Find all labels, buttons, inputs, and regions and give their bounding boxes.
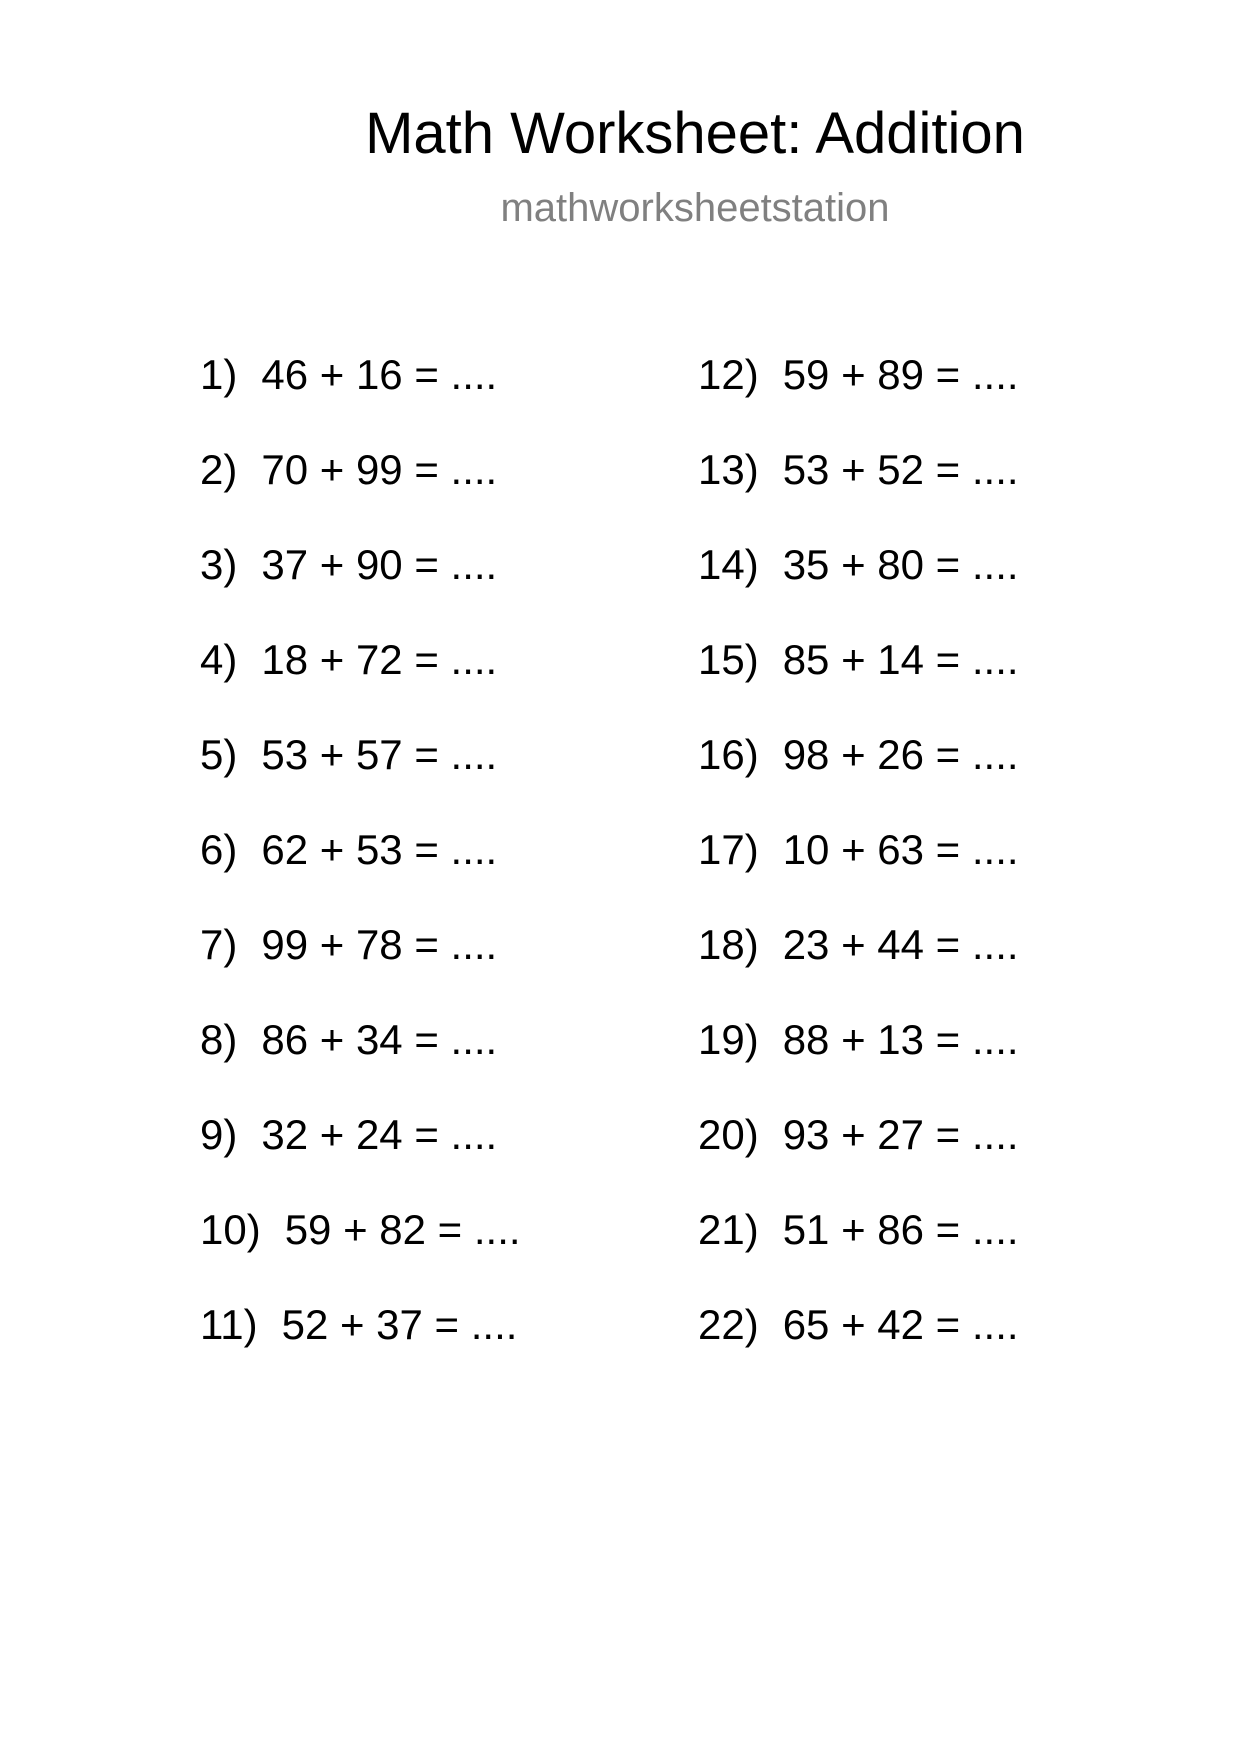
problem-number: 18) [698,921,759,968]
problem-item [200,440,720,535]
problem-item [200,1105,720,1200]
problem-expression: 59 + 89 = .... [782,351,1019,398]
problem-expression: 93 + 27 = .... [782,1111,1019,1158]
problem-expression: 65 + 42 = .... [782,1301,1019,1348]
problem-expression: 53 + 52 = .... [782,446,1019,493]
problem-item [200,1295,720,1390]
problem-number: 9) [200,1111,238,1158]
problem-number: 5) [200,731,238,778]
problem-number: 10) [200,1206,261,1253]
problem-expression: 88 + 13 = .... [782,1016,1019,1063]
problem-item [698,630,1218,725]
problem-item [200,820,720,915]
problem-item [200,630,720,725]
problem-number: 8) [200,1016,238,1063]
problem-number: 1) [200,351,238,398]
problem-number: 11) [200,1301,258,1348]
problem-number: 3) [200,541,238,588]
problem-number: 14) [698,541,759,588]
problem-item [698,820,1218,915]
problem-expression: 51 + 86 = .... [782,1206,1019,1253]
problem-expression: 86 + 34 = .... [261,1016,498,1063]
problem-expression: 99 + 78 = .... [261,921,498,968]
problem-expression: 62 + 53 = .... [261,826,498,873]
problem-number: 13) [698,446,759,493]
problem-number: 4) [200,636,238,683]
page-subtitle: mathworksheetstation [500,186,890,230]
problem-expression: 18 + 72 = .... [261,636,498,683]
problem-number: 20) [698,1111,759,1158]
problem-expression: 52 + 37 = .... [281,1301,518,1348]
problem-number: 17) [698,826,759,873]
problem-item [698,1200,1218,1295]
problem-item [200,535,720,630]
problem-number: 16) [698,731,759,778]
problems-column-left [200,345,720,1390]
problem-number: 21) [698,1206,759,1253]
problem-item [200,915,720,1010]
problem-item [200,1010,720,1105]
problem-expression: 32 + 24 = .... [261,1111,498,1158]
problem-expression: 46 + 16 = .... [261,351,498,398]
page-title: Math Worksheet: Addition [365,101,1025,166]
problem-item [698,1010,1218,1105]
problems-column-right [698,345,1218,1390]
problem-number: 2) [200,446,238,493]
problem-expression: 10 + 63 = .... [782,826,1019,873]
problem-item [200,725,720,820]
problem-expression: 35 + 80 = .... [782,541,1019,588]
problem-expression: 59 + 82 = .... [284,1206,521,1253]
problem-expression: 23 + 44 = .... [782,921,1019,968]
problem-item [200,1200,720,1295]
problem-expression: 70 + 99 = .... [261,446,498,493]
problem-item [698,1105,1218,1200]
problem-expression: 53 + 57 = .... [261,731,498,778]
problem-number: 19) [698,1016,759,1063]
problem-number: 6) [200,826,238,873]
problem-expression: 37 + 90 = .... [261,541,498,588]
problem-item [200,345,720,440]
problem-number: 22) [698,1301,759,1348]
problem-item [698,1295,1218,1390]
problem-expression: 85 + 14 = .... [782,636,1019,683]
problem-item [698,535,1218,630]
problem-item [698,440,1218,535]
problem-number: 15) [698,636,759,683]
problem-number: 7) [200,921,238,968]
problem-item [698,725,1218,820]
problem-number: 12) [698,351,759,398]
problem-expression: 98 + 26 = .... [782,731,1019,778]
problem-item [698,915,1218,1010]
problem-item [698,345,1218,440]
